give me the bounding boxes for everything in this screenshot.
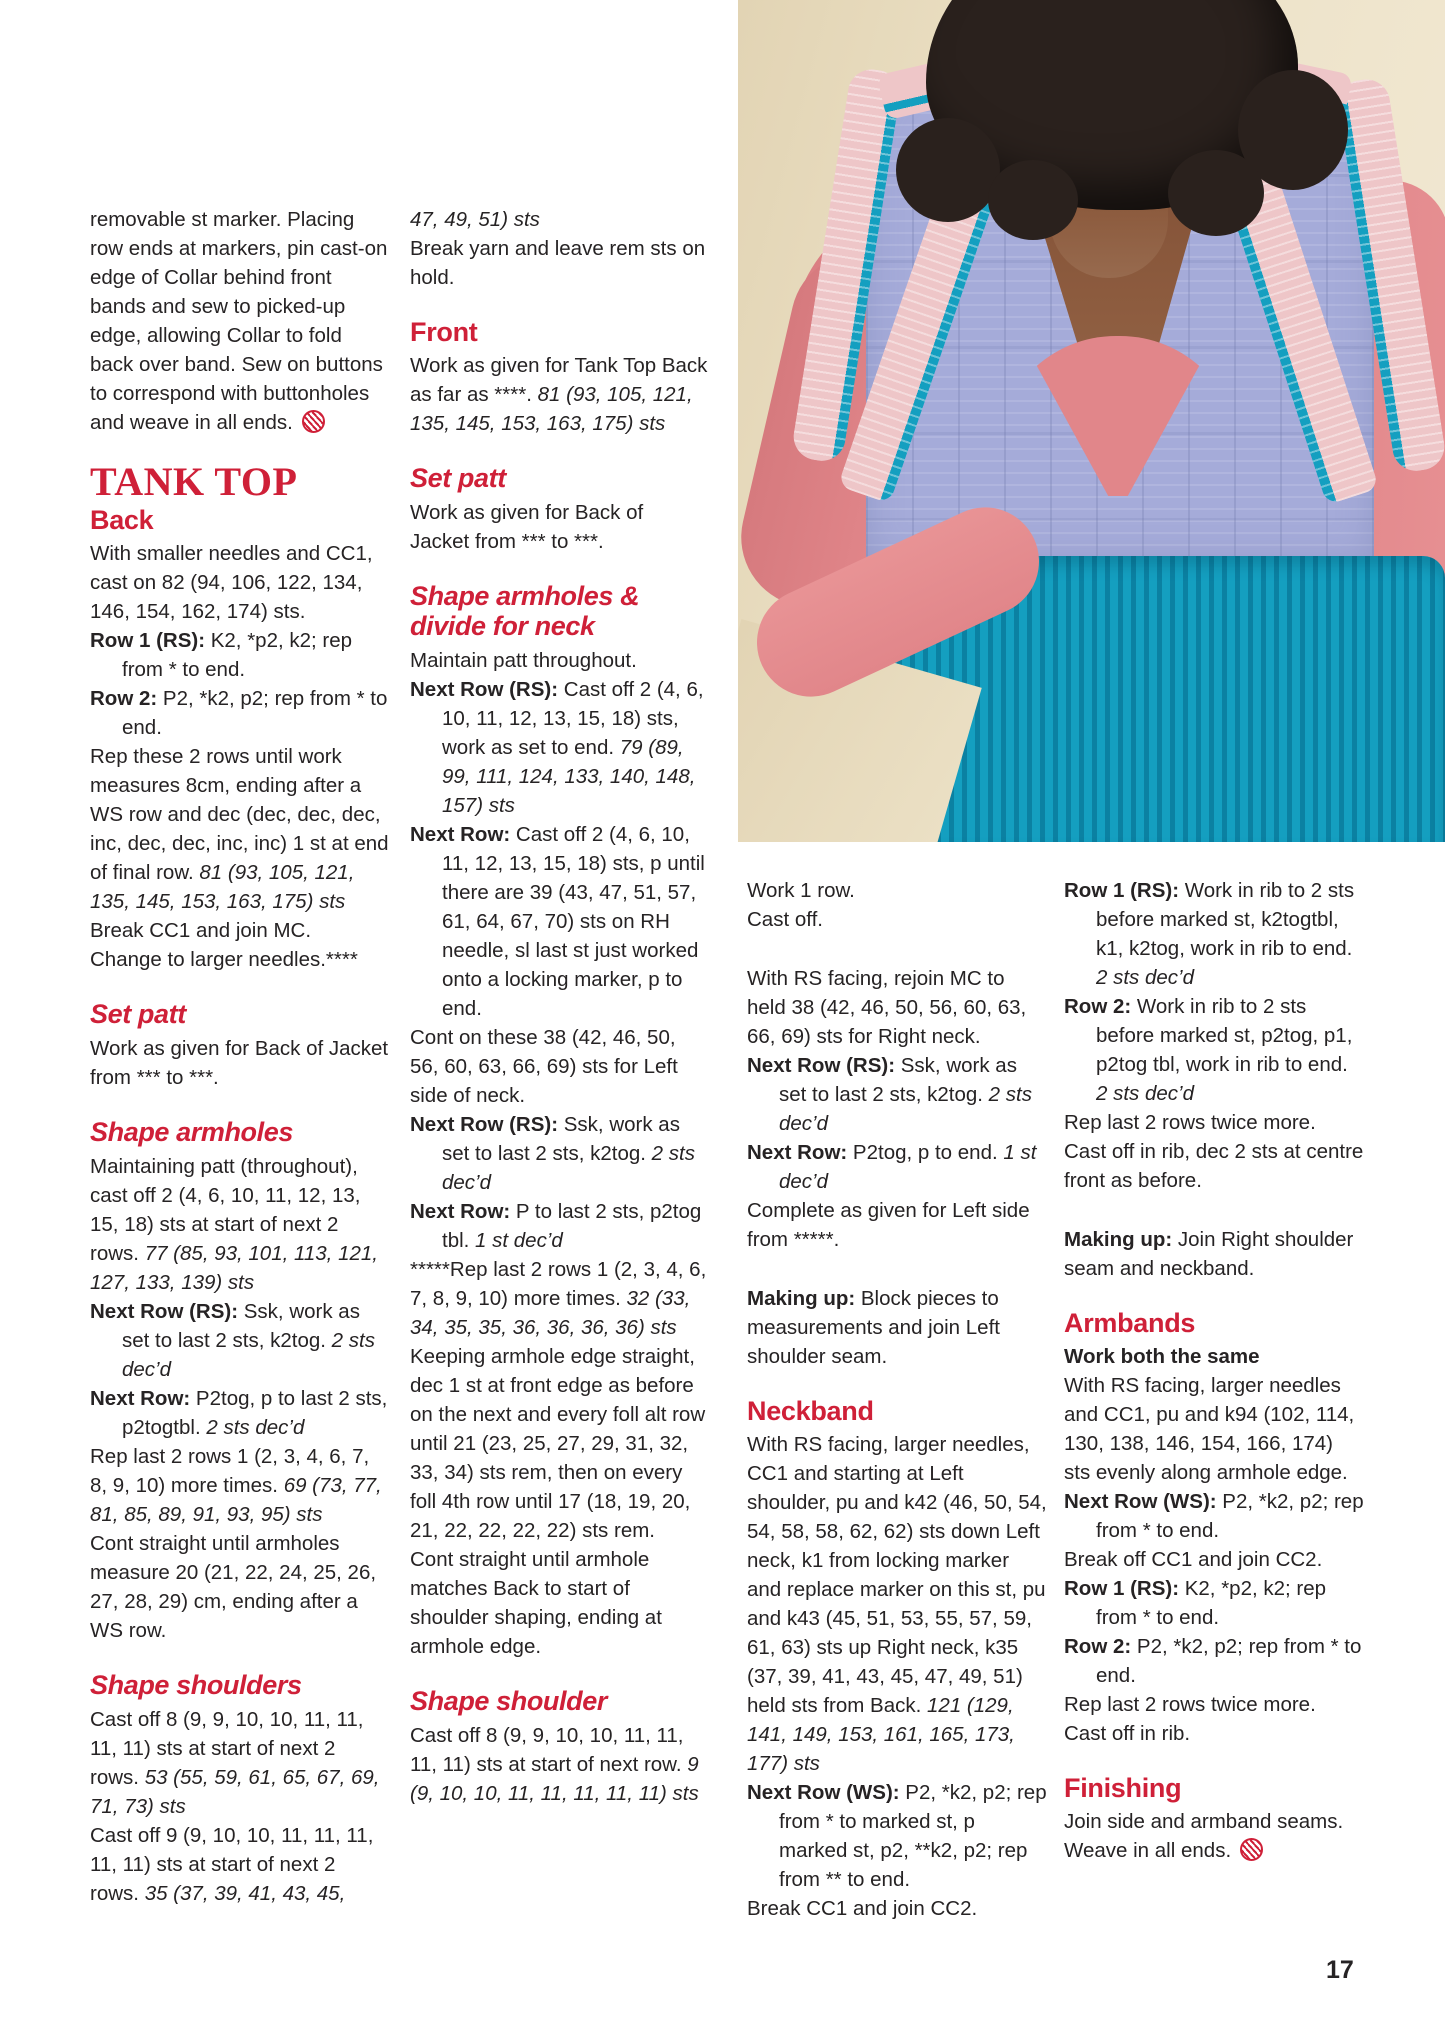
text-run: 47, 49, 51) sts xyxy=(410,208,540,231)
pattern-paragraph xyxy=(1064,1719,1364,1748)
pattern-paragraph xyxy=(90,684,390,742)
pattern-paragraph xyxy=(747,964,1047,1051)
text-run: 35 (37, 39, 41, 43, 45, xyxy=(144,1882,346,1905)
pattern-paragraph xyxy=(90,916,390,945)
model-photo xyxy=(738,0,1445,842)
text-run: Join Right shoulder seam and neckband. xyxy=(1064,1228,1354,1280)
text-run: Neckband xyxy=(747,1396,874,1426)
pattern-paragraph xyxy=(410,1545,708,1661)
text-run: Break yarn and leave rem sts on hold. xyxy=(410,237,706,289)
text-run: Cont on these 38 (42, 46, 50, 56, 60, 63, 66, 69) sts for Left side of neck. xyxy=(410,1026,678,1107)
pattern-paragraph xyxy=(90,626,390,684)
text-run: Cast off in rib. xyxy=(1064,1722,1191,1745)
text-run: Row 1 (RS): xyxy=(1064,1577,1180,1600)
pattern-paragraph xyxy=(1064,876,1364,992)
text-run: Next Row (RS): xyxy=(90,1300,239,1323)
text-run: Work 1 row. xyxy=(747,879,855,902)
heading-shape-shoulders xyxy=(90,1670,390,1700)
heading-back xyxy=(90,504,390,536)
pattern-paragraph xyxy=(1064,1225,1364,1283)
text-run: Shape shoulder xyxy=(410,1686,607,1716)
heading-set-patt xyxy=(90,999,390,1029)
pattern-paragraph xyxy=(747,905,1047,934)
paragraph-gap xyxy=(747,934,1047,964)
pattern-paragraph xyxy=(410,675,708,820)
text-run: Set patt xyxy=(90,999,186,1029)
text-run: Next Row (WS): xyxy=(1064,1490,1217,1513)
pattern-paragraph xyxy=(410,820,708,1023)
pattern-paragraph xyxy=(410,1721,708,1808)
pattern-paragraph xyxy=(90,205,390,437)
paragraph-gap xyxy=(1064,1195,1364,1225)
pattern-paragraph xyxy=(410,1197,708,1255)
text-run: 121 (129, 141, 149, 153, 161, 165, 173, 177) sts xyxy=(747,1694,1015,1775)
text-run: Work as given for Back of Jacket from *** to ***. xyxy=(410,501,644,553)
text-run: With RS facing, larger needles and CC1, pu and k94 (102, 114, 130, 138, 146, 154, 166, 174) sts evenly along armhole edge. xyxy=(1064,1374,1355,1484)
text-run: 2 sts dec’d xyxy=(122,1329,375,1381)
paragraph-gap xyxy=(747,1254,1047,1284)
text-run: Ssk, work as set to last 2 sts, k2tog. xyxy=(442,1113,680,1165)
pattern-paragraph xyxy=(1064,992,1364,1108)
pattern-paragraph xyxy=(410,1110,708,1197)
text-run: Complete as given for Left side from *****. xyxy=(747,1199,1030,1251)
text-run: 53 (55, 59, 61, 65, 67, 69, 71, 73) sts xyxy=(90,1766,380,1818)
text-run: Shape armholes xyxy=(90,1117,293,1147)
text-run: Row 2: xyxy=(90,687,158,710)
text-run: 32 (33, 34, 35, 35, 36, 36, 36, 36) sts xyxy=(410,1287,691,1339)
text-run: P2, *k2, p2; rep from * to marked st, p marked st, p2, **k2, p2; rep from ** to end. xyxy=(779,1781,1047,1891)
pattern-paragraph xyxy=(1064,1371,1364,1487)
pattern-paragraph xyxy=(90,1529,390,1645)
yarn-ball-icon xyxy=(1240,1838,1263,1861)
pattern-paragraph xyxy=(747,1051,1047,1138)
pattern-paragraph xyxy=(1064,1108,1364,1137)
text-run: 2 sts dec’d xyxy=(1096,1082,1194,1105)
text-run: Finishing xyxy=(1064,1773,1182,1803)
text-run: TANK TOP xyxy=(90,459,298,504)
heading-shape-armholes xyxy=(90,1117,390,1147)
text-run: Change to larger needles.**** xyxy=(90,948,358,971)
text-run: 1 st dec’d xyxy=(779,1141,1037,1193)
hair-curl xyxy=(896,118,1000,222)
pattern-paragraph xyxy=(1064,1632,1364,1690)
text-run: Rep last 2 rows 1 (2, 3, 4, 6, 7, 8, 9, 10) more times. xyxy=(90,1445,370,1497)
text-run: Making up: xyxy=(1064,1228,1173,1251)
pattern-paragraph xyxy=(410,1255,708,1342)
text-run: Cast off 2 (4, 6, 10, 11, 12, 13, 15, 18) sts, work as set to end. xyxy=(442,678,704,759)
text-run: Cont straight until armhole matches Back to start of shoulder shaping, ending at armhole edge. xyxy=(410,1548,662,1658)
text-run: P2tog, p to last 2 sts, p2togtbl. xyxy=(122,1387,388,1439)
text-run: P to last 2 sts, p2tog tbl. xyxy=(442,1200,702,1252)
page-number: 17 xyxy=(1326,1956,1354,1984)
pattern-paragraph xyxy=(90,945,390,974)
pattern-paragraph xyxy=(410,498,708,556)
pattern-paragraph xyxy=(747,1196,1047,1254)
text-run: Block pieces to measurements and join Left shoulder seam. xyxy=(747,1287,1000,1368)
heading-shape-armholes-divide xyxy=(410,581,708,641)
pattern-paragraph xyxy=(1064,1807,1364,1836)
text-run: Cast off 9 (9, 10, 10, 11, 11, 11, 11, 11) sts at start of next 2 rows. xyxy=(90,1824,374,1905)
text-run: 81 (93, 105, 121, 135, 145, 153, 163, 175) sts xyxy=(410,383,693,435)
yarn-ball-icon xyxy=(302,410,325,433)
text-run: 2 sts dec’d xyxy=(1096,966,1194,989)
text-run: With RS facing, larger needles, CC1 and starting at Left shoulder, pu and k42 (46, 50, 54, 54, 58, 58, 62, 62) sts down Left neck, k1 from locking marker and replace marker on this st, pu and k43 (45, 51, 53, 55, 57, 59, 61, 63) sts up Right neck, k35 (37, 39, 41, 43, 45, 47, 49, 51) held sts from Back. xyxy=(747,1433,1047,1717)
text-run: Next Row: xyxy=(410,1200,511,1223)
text-run: Set patt xyxy=(410,463,506,493)
heading-finishing xyxy=(1064,1772,1364,1804)
text-run: With RS facing, rejoin MC to held 38 (42, 46, 50, 56, 60, 63, 66, 69) sts for Right neck. xyxy=(747,967,1027,1048)
hair-curl xyxy=(1168,150,1264,236)
pattern-paragraph xyxy=(90,539,390,626)
text-run: P2, *k2, p2; rep from * to end. xyxy=(122,687,388,739)
text-run: 2 sts dec’d xyxy=(206,1416,305,1439)
text-run: Row 1 (RS): xyxy=(1064,879,1180,902)
pattern-paragraph xyxy=(410,205,708,234)
text-run: P2, *k2, p2; rep from * to end. xyxy=(1096,1490,1364,1542)
text-run: K2, *p2, k2; rep from * to end. xyxy=(122,629,353,681)
text-run: Next Row (WS): xyxy=(747,1781,900,1804)
column-2 xyxy=(410,205,708,1808)
pattern-paragraph xyxy=(747,1284,1047,1371)
pattern-paragraph xyxy=(90,1442,390,1529)
pattern-paragraph xyxy=(410,1342,708,1545)
text-run: P2tog, p to end. xyxy=(847,1141,1004,1164)
text-run: Maintain patt throughout. xyxy=(410,649,637,672)
heading-tank-top xyxy=(90,461,390,503)
text-run: Shape armholes & divide for neck xyxy=(410,581,640,641)
pattern-paragraph xyxy=(90,1821,390,1908)
pattern-paragraph xyxy=(747,1894,1047,1923)
heading-armbands xyxy=(1064,1307,1364,1339)
text-run: Front xyxy=(410,317,478,347)
text-run: removable st marker. Placing row ends at markers, pin cast-on edge of Collar behind front bands and sew to picked-up edge, allowing Collar to fold back over band. Sew on buttons to correspond with buttonholes and weave in all ends. xyxy=(90,208,388,434)
pattern-paragraph xyxy=(90,1705,390,1821)
pattern-paragraph xyxy=(410,646,708,675)
text-run: Break off CC1 and join CC2. xyxy=(1064,1548,1323,1571)
text-run: Rep last 2 rows twice more. xyxy=(1064,1111,1316,1134)
text-run: *****Rep last 2 rows 1 (2, 3, 4, 6, 7, 8, 9, 10) more times. xyxy=(410,1258,707,1310)
pattern-paragraph xyxy=(410,234,708,292)
text-run: Break CC1 and join CC2. xyxy=(747,1897,978,1920)
pattern-paragraph xyxy=(90,1034,390,1092)
text-run: Join side and armband seams. xyxy=(1064,1810,1344,1833)
pattern-paragraph xyxy=(747,1138,1047,1196)
text-run: Cast off in rib, dec 2 sts at centre front as before. xyxy=(1064,1140,1364,1192)
text-run: K2, *p2, k2; rep from * to end. xyxy=(1096,1577,1327,1629)
hair-curl xyxy=(988,160,1078,240)
pattern-paragraph xyxy=(410,351,708,438)
text-run: Making up: xyxy=(747,1287,856,1310)
text-run: 9 (9, 10, 10, 11, 11, 11, 11, 11) sts xyxy=(410,1753,699,1805)
text-run: 1 st dec’d xyxy=(475,1229,563,1252)
text-run: Work as given for Back of Jacket from *** to ***. xyxy=(90,1037,389,1089)
column-1 xyxy=(90,205,390,1908)
text-run: Keeping armhole edge straight, dec 1 st at front edge as before on the next and every foll alt row until 21 (23, 25, 27, 29, 31, 32, 33, 34) sts rem, then on every foll 4th row until 17 (18, 19, 20, 21, 22, 22, 22, 22) sts rem. xyxy=(410,1345,706,1542)
text-run: Cast off 2 (4, 6, 10, 11, 12, 13, 15, 18) sts, p until there are 39 (43, 47, 51, 57, 61, 64, 67, 70) sts on RH needle, sl last st just worked onto a locking marker, p to end. xyxy=(442,823,705,1020)
text-run: Row 2: xyxy=(1064,1635,1132,1658)
text-run: Cont straight until armholes measure 20 (21, 22, 24, 25, 26, 27, 28, 29) cm, ending after a WS row. xyxy=(90,1532,377,1642)
text-run: Rep last 2 rows twice more. xyxy=(1064,1693,1316,1716)
pattern-paragraph xyxy=(1064,1836,1364,1865)
column-4 xyxy=(1064,876,1364,1865)
text-run: Weave in all ends. xyxy=(1064,1839,1237,1862)
pattern-paragraph xyxy=(90,1152,390,1297)
text-run: Next Row (RS): xyxy=(747,1054,896,1077)
pattern-paragraph xyxy=(1064,1545,1364,1574)
text-run: 2 sts dec’d xyxy=(779,1083,1032,1135)
text-run: With smaller needles and CC1, cast on 82 (94, 106, 122, 134, 146, 154, 162, 174) sts. xyxy=(90,542,373,623)
text-run: Shape shoulders xyxy=(90,1670,302,1700)
text-run: Break CC1 and join MC. xyxy=(90,919,312,942)
text-run: Ssk, work as set to last 2 sts, k2tog. xyxy=(122,1300,360,1352)
text-run: Cast off 8 (9, 9, 10, 10, 11, 11, 11, 11) sts at start of next row. xyxy=(410,1724,688,1776)
heading-set-patt-front xyxy=(410,463,708,493)
heading-neckband xyxy=(747,1395,1047,1427)
text-run: 81 (93, 105, 121, 135, 145, 153, 163, 175) sts xyxy=(90,861,355,913)
pattern-paragraph xyxy=(747,876,1047,905)
text-run: Next Row: xyxy=(90,1387,191,1410)
pattern-paragraph xyxy=(90,1384,390,1442)
text-run: Row 1 (RS): xyxy=(90,629,206,652)
pattern-paragraph xyxy=(90,742,390,916)
text-run: Next Row (RS): xyxy=(410,678,559,701)
text-run: Cast off 8 (9, 9, 10, 10, 11, 11, 11, 11) sts at start of next 2 rows. xyxy=(90,1708,364,1789)
text-run: Cast off. xyxy=(747,908,823,931)
pattern-paragraph xyxy=(1064,1487,1364,1545)
text-run: Work in rib to 2 sts before marked st, k2togtbl, k1, k2tog, work in rib to end. xyxy=(1096,879,1355,960)
text-run: P2, *k2, p2; rep from * to end. xyxy=(1096,1635,1362,1687)
column-3 xyxy=(747,876,1047,1923)
text-run: Maintaining patt (throughout), cast off 2 (4, 6, 10, 11, 12, 13, 15, 18) sts at start of next 2 rows. xyxy=(90,1155,361,1265)
pattern-paragraph xyxy=(410,1023,708,1110)
text-run: Row 2: xyxy=(1064,995,1132,1018)
text-run: 2 sts dec’d xyxy=(442,1142,695,1194)
heading-shape-shoulder xyxy=(410,1686,708,1716)
pattern-paragraph xyxy=(1064,1690,1364,1719)
text-run: Next Row (RS): xyxy=(410,1113,559,1136)
pattern-paragraph xyxy=(90,1297,390,1384)
pattern-paragraph xyxy=(1064,1574,1364,1632)
pattern-paragraph xyxy=(747,1778,1047,1894)
text-run: Work as given for Tank Top Back as far as ****. xyxy=(410,354,708,406)
text-run: Ssk, work as set to last 2 sts, k2tog. xyxy=(779,1054,1017,1106)
text-run: Next Row: xyxy=(747,1141,848,1164)
pattern-paragraph xyxy=(1064,1137,1364,1195)
pattern-paragraph xyxy=(747,1430,1047,1778)
heading-front xyxy=(410,316,708,348)
text-run: 77 (85, 93, 101, 113, 121, 127, 133, 139) sts xyxy=(90,1242,378,1294)
text-run: Armbands xyxy=(1064,1308,1196,1338)
text-run: 69 (73, 77, 81, 85, 89, 91, 93, 95) sts xyxy=(90,1474,382,1526)
text-run: 79 (89, 99, 111, 124, 133, 140, 148, 157) sts xyxy=(442,736,696,817)
pattern-paragraph xyxy=(1064,1342,1364,1371)
text-run: Next Row: xyxy=(410,823,511,846)
text-run: Work both the same xyxy=(1064,1345,1260,1368)
text-run: Back xyxy=(90,505,154,535)
text-run: Rep these 2 rows until work measures 8cm, ending after a WS row and dec (dec, dec, dec, inc, dec, dec, inc, inc) 1 st at end of final row. xyxy=(90,745,389,884)
text-run: Work in rib to 2 sts before marked st, p2tog, p1, p2tog tbl, work in rib to end. xyxy=(1096,995,1353,1076)
